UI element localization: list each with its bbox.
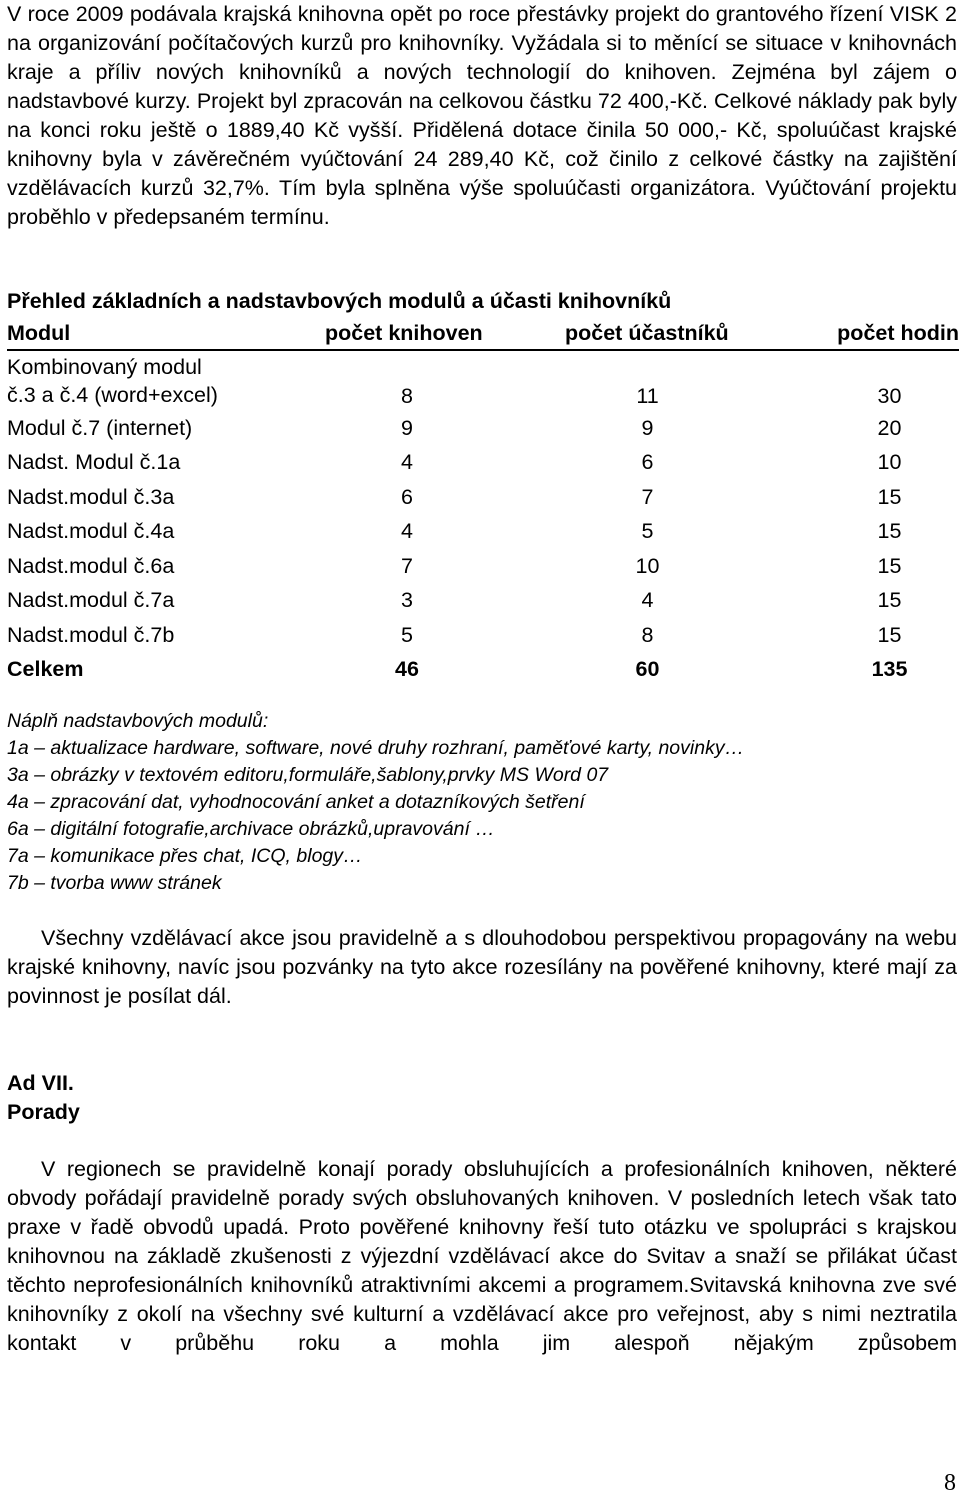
modules-table: [7, 317, 959, 687]
paragraph-grant-project: V roce 2009 podávala krajská knihovna opět po roce přestávky projekt do grantového řízení VISK 2 na organizování počítačových kurzů pro knihovníky. Vyžádala si to měnící se situace v knihovnách kraje a příliv nových knihovníků a nových technologií do knihoven. Zejména byl zájem o nadstavbové kurzy. Projekt byl zpracován na celkovou částku 72 400,-Kč. Celkové náklady pak byly na konci roku ještě o 1889,40 Kč vyšší. Přidělená dotace činila 50 000,- Kč, spoluúčast krajské knihovny byla v závěrečném vyúčtování 24 289,40 Kč, což činilo z celkové částky na zajištění vzdělávacích kurzů 32,7%. Tím byla splněna výše spoluúčasti organizátora. Vyúčtování projektu proběhlo v předepsaném termínu.: [7, 2, 957, 229]
row-participants: 5: [641, 519, 654, 544]
table-row: [7, 515, 959, 550]
row-module-name: Nadst.modul č.4a: [7, 519, 175, 544]
row-hours: 15: [877, 484, 902, 509]
table-row: [7, 480, 959, 515]
table-row: [7, 411, 959, 446]
row-hours: 15: [877, 519, 902, 544]
row-participants: 6: [641, 450, 654, 475]
paragraph-promotion: [7, 924, 957, 1011]
row-hours: 15: [877, 622, 902, 647]
row-module-name: [7, 350, 325, 411]
row-module-name: Modul č.7 (internet): [7, 415, 193, 440]
row-module-name: Nadst.modul č.7a: [7, 588, 175, 613]
row-module-name: Nadst. Modul č.1a: [7, 450, 181, 475]
note-item: 6a – digitální fotografie,archivace obrázků,upravování …: [7, 818, 495, 840]
row-libraries: 6: [401, 484, 413, 509]
header-hours: počet hodin: [820, 317, 959, 350]
paragraph-meetings: [7, 1155, 957, 1358]
table-row: [7, 446, 959, 481]
row-hours: 30: [877, 384, 902, 408]
module-notes: [7, 708, 744, 897]
row-module-name: Nadst.modul č.6a: [7, 553, 175, 578]
row-module-name: Nadst.modul č.3a: [7, 484, 175, 509]
table-total-row: [7, 653, 959, 688]
total-participants: 60: [635, 657, 660, 682]
row-module-name: Nadst.modul č.7b: [7, 622, 175, 647]
paragraph-meetings-text: V regionech se pravidelně konají porady obsluhujících a profesionálních knihoven, některé obvody pořádají pravidelně porady svých obsluhovaných knihoven. V posledních letech však tato praxe v řadě obvodů upadá. Proto pověřené knihovny řeší tuto otázku ve spolupráci s krajskou knihovnou na základě zkušenosti z výjezdní vzdělávací akce do Svitav a snaží se přilákat účast těchto neprofesionálních knihovníků atraktivními akcemi a programem.Svitavská knihovna zve své knihovníky z okolí na všechny své kulturní a vzdělávací akce pro veřejnost, aby s nimi neztratila kontakt v průběhu roku a mohla jim alespoň nějakým způsobem: [7, 1157, 957, 1355]
total-libraries: 46: [395, 657, 419, 682]
row-libraries: 4: [401, 450, 413, 475]
row-participants: 4: [641, 588, 654, 613]
section-number: Ad VII.: [7, 1071, 74, 1095]
paragraph-promotion-text: Všechny vzdělávací akce jsou pravidelně a s dlouhodobou perspektivou propagovány na webu krajské knihovny, navíc jsou pozvánky na tyto akce rozesílány na pověřené knihovny, které mají za povinnost je posílat dál.: [7, 926, 957, 1008]
row-hours: 15: [877, 553, 902, 578]
section-title: Porady: [7, 1100, 80, 1124]
note-item: 3a – obrázky v textovém editoru,formuláře,šablony,prvky MS Word 07: [7, 764, 609, 786]
row-hours: 15: [877, 588, 902, 613]
note-item: 7b – tvorba www stránek: [7, 872, 222, 894]
table-row: [7, 350, 959, 411]
row-libraries: 7: [401, 553, 413, 578]
row-libraries: 9: [401, 415, 413, 440]
row-libraries: 3: [401, 588, 413, 613]
row-participants: 8: [641, 622, 654, 647]
row-libraries: 5: [401, 622, 413, 647]
row-module-name-line2: č.3 a č.4 (word+excel): [7, 383, 218, 407]
table-heading: Přehled základních a nadstavbových modulů a účasti knihovníků: [7, 289, 672, 313]
table-row: [7, 618, 959, 653]
row-module-name-line1: Kombinovaný modul: [7, 355, 202, 379]
table-header-row: [7, 317, 959, 350]
table-row: [7, 584, 959, 619]
row-hours: 10: [877, 450, 902, 475]
row-libraries: 8: [401, 384, 413, 408]
header-libraries: počet knihoven: [325, 317, 565, 350]
note-item: 7a – komunikace přes chat, ICQ, blogy…: [7, 845, 363, 867]
table-row: [7, 549, 959, 584]
page-number: 8: [944, 1470, 956, 1496]
note-item: 4a – zpracování dat, vyhodnocování anket a dotazníkových šetření: [7, 791, 585, 813]
notes-title: Náplň nadstavbových modulů:: [7, 710, 269, 732]
note-item: 1a – aktualizace hardware, software, nové druhy rozhraní, paměťové karty, novinky…: [7, 737, 745, 759]
row-participants: 11: [636, 384, 659, 408]
row-libraries: 4: [401, 519, 413, 544]
section-heading: [7, 1069, 80, 1127]
header-module: Modul: [7, 317, 325, 350]
row-participants: 7: [641, 484, 654, 509]
total-hours: 135: [871, 657, 908, 682]
row-participants: 9: [641, 415, 654, 440]
total-label: Celkem: [7, 657, 84, 682]
header-participants: počet účastníků: [565, 317, 820, 350]
row-participants: 10: [635, 553, 660, 578]
row-hours: 20: [877, 415, 902, 440]
